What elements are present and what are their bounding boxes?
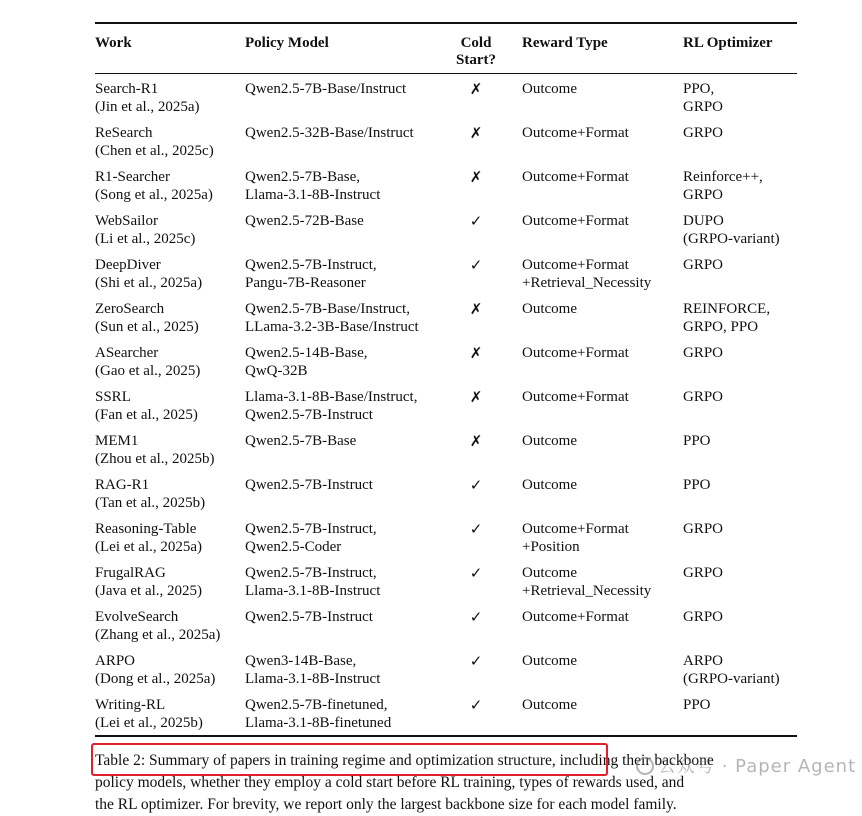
cell-work-line: ZeroSearch bbox=[95, 301, 165, 317]
cell-reward-type-line: Outcome bbox=[522, 433, 577, 449]
table-row bbox=[95, 256, 797, 300]
cross-icon: ✗ bbox=[469, 388, 483, 406]
cell-reward-type bbox=[522, 696, 577, 714]
cell-rl-optimizer bbox=[683, 124, 723, 142]
cell-policy-model bbox=[245, 80, 406, 98]
cell-work-line: (Lei et al., 2025a) bbox=[95, 539, 203, 555]
cell-cold-start bbox=[453, 608, 499, 626]
check-icon: ✓ bbox=[469, 212, 483, 230]
cell-policy-model bbox=[245, 432, 356, 450]
cell-rl-optimizer bbox=[683, 168, 763, 204]
cross-icon: ✗ bbox=[469, 432, 483, 450]
wechat-icon bbox=[636, 757, 654, 775]
table-row bbox=[95, 432, 797, 476]
cell-work-line: WebSailor bbox=[95, 213, 158, 229]
cell-policy-model bbox=[245, 300, 419, 336]
cell-rl-optimizer-line: ARPO bbox=[683, 653, 724, 669]
cell-work-line: DeepDiver bbox=[95, 257, 161, 273]
cell-policy-model bbox=[245, 388, 417, 424]
cell-work-line: (Jin et al., 2025a) bbox=[95, 99, 200, 115]
cell-rl-optimizer-line: GRPO bbox=[683, 521, 724, 537]
cell-work bbox=[95, 696, 203, 732]
table-body bbox=[95, 80, 797, 740]
cell-policy-model bbox=[245, 520, 377, 556]
cell-rl-optimizer bbox=[683, 344, 723, 362]
table-row bbox=[95, 388, 797, 432]
table-row bbox=[95, 520, 797, 564]
cell-reward-type-line: Outcome+Format bbox=[522, 213, 629, 229]
cell-rl-optimizer bbox=[683, 652, 780, 688]
table-row bbox=[95, 80, 797, 124]
cell-policy-model-line: Qwen2.5-7B-Instruct bbox=[245, 477, 373, 493]
cell-work bbox=[95, 256, 202, 292]
cell-rl-optimizer-line: GRPO bbox=[683, 345, 724, 361]
cell-reward-type-line: Outcome+Format bbox=[522, 125, 629, 141]
cell-rl-optimizer bbox=[683, 520, 723, 538]
cell-policy-model-line: Qwen2.5-72B-Base bbox=[245, 213, 364, 229]
cell-rl-optimizer-line: GRPO bbox=[683, 389, 724, 405]
cell-policy-model-line: Llama-3.1-8B-Instruct bbox=[245, 671, 381, 687]
cell-work-line: (Gao et al., 2025) bbox=[95, 363, 201, 379]
cell-reward-type bbox=[522, 124, 629, 142]
table-mid-rule bbox=[95, 73, 797, 74]
cell-rl-optimizer-line: PPO bbox=[683, 433, 711, 449]
cell-rl-optimizer bbox=[683, 476, 711, 494]
header-policy-model: Policy Model bbox=[245, 35, 329, 51]
cell-work-line: (Sun et al., 2025) bbox=[95, 319, 199, 335]
cell-reward-type-line: +Retrieval_Necessity bbox=[522, 583, 652, 599]
cell-work-line: Writing-RL bbox=[95, 697, 166, 713]
cell-reward-type-line: Outcome bbox=[522, 565, 577, 581]
cell-rl-optimizer bbox=[683, 256, 723, 274]
header-cold-start bbox=[453, 35, 499, 69]
cell-rl-optimizer bbox=[683, 564, 723, 582]
cell-work-line: (Tan et al., 2025b) bbox=[95, 495, 206, 511]
watermark-text: 公众号 · Paper Agent bbox=[658, 756, 857, 777]
cell-policy-model-line: Qwen2.5-Coder bbox=[245, 539, 342, 555]
cell-work bbox=[95, 212, 195, 248]
cell-policy-model bbox=[245, 476, 373, 494]
cell-work-line: SSRL bbox=[95, 389, 131, 405]
cell-work bbox=[95, 652, 215, 688]
cell-cold-start bbox=[453, 344, 499, 362]
table-row bbox=[95, 124, 797, 168]
cell-work bbox=[95, 80, 200, 116]
cell-reward-type-line: Outcome bbox=[522, 653, 577, 669]
cell-rl-optimizer bbox=[683, 432, 711, 450]
cell-reward-type-line: Outcome bbox=[522, 301, 577, 317]
cell-policy-model bbox=[245, 696, 391, 732]
caption-line-1: Table 2: Summary of papers in training regime and optimization structure, including their backbone bbox=[95, 752, 714, 769]
table-row bbox=[95, 212, 797, 256]
check-icon: ✓ bbox=[469, 476, 483, 494]
cell-cold-start bbox=[453, 652, 499, 670]
cell-policy-model-line: Qwen2.5-7B-Base, bbox=[245, 169, 360, 185]
cell-reward-type bbox=[522, 256, 651, 292]
cell-cold-start bbox=[453, 80, 499, 98]
cell-policy-model-line: Pangu-7B-Reasoner bbox=[245, 275, 366, 291]
cell-reward-type-line: +Retrieval_Necessity bbox=[522, 275, 652, 291]
check-icon: ✓ bbox=[469, 256, 483, 274]
cell-reward-type bbox=[522, 80, 577, 98]
cell-policy-model-line: Qwen2.5-14B-Base, bbox=[245, 345, 368, 361]
cell-policy-model-line: LLama-3.2-3B-Base/Instruct bbox=[245, 319, 419, 335]
cell-rl-optimizer-line: Reinforce++, bbox=[683, 169, 763, 185]
cell-policy-model bbox=[245, 168, 380, 204]
cell-work bbox=[95, 168, 213, 204]
cell-cold-start bbox=[453, 124, 499, 142]
table-row bbox=[95, 696, 797, 740]
cell-rl-optimizer-line: DUPO bbox=[683, 213, 724, 229]
cell-work-line: (Zhou et al., 2025b) bbox=[95, 451, 215, 467]
cross-icon: ✗ bbox=[469, 168, 483, 186]
cell-reward-type bbox=[522, 212, 629, 230]
table-row bbox=[95, 564, 797, 608]
cell-cold-start bbox=[453, 168, 499, 186]
cell-work-line: (Lei et al., 2025b) bbox=[95, 715, 203, 731]
table-header-row bbox=[95, 35, 797, 71]
check-icon: ✓ bbox=[469, 564, 483, 582]
cell-reward-type bbox=[522, 476, 577, 494]
table-row bbox=[95, 344, 797, 388]
cell-reward-type-line: Outcome bbox=[522, 81, 577, 97]
cell-rl-optimizer-line: GRPO bbox=[683, 257, 724, 273]
cross-icon: ✗ bbox=[469, 300, 483, 318]
cell-work bbox=[95, 608, 220, 644]
cell-reward-type bbox=[522, 168, 629, 186]
table-row bbox=[95, 652, 797, 696]
cell-work bbox=[95, 300, 199, 336]
table-top-rule bbox=[95, 22, 797, 24]
cell-work-line: RAG-R1 bbox=[95, 477, 150, 493]
check-icon: ✓ bbox=[469, 608, 483, 626]
table-row bbox=[95, 476, 797, 520]
header-cold-start-line1: Cold bbox=[460, 35, 492, 51]
cross-icon: ✗ bbox=[469, 124, 483, 142]
cell-work-line: (Java et al., 2025) bbox=[95, 583, 203, 599]
cell-policy-model-line: Qwen2.5-7B-Instruct, bbox=[245, 257, 377, 273]
header-rl-optimizer: RL Optimizer bbox=[683, 35, 773, 51]
cell-work bbox=[95, 344, 200, 380]
cell-policy-model-line: Qwen2.5-7B-finetuned, bbox=[245, 697, 388, 713]
cell-work-line: (Li et al., 2025c) bbox=[95, 231, 196, 247]
cell-work-line: ReSearch bbox=[95, 125, 153, 141]
cell-rl-optimizer-line: REINFORCE, bbox=[683, 301, 771, 317]
cell-work bbox=[95, 124, 214, 160]
cell-reward-type-line: Outcome+Format bbox=[522, 389, 629, 405]
cell-reward-type bbox=[522, 300, 577, 318]
cell-policy-model bbox=[245, 608, 373, 626]
cell-cold-start bbox=[453, 564, 499, 582]
header-reward-type: Reward Type bbox=[522, 35, 608, 51]
cell-policy-model-line: Llama-3.1-8B-finetuned bbox=[245, 715, 392, 731]
cell-policy-model bbox=[245, 256, 377, 292]
cell-policy-model-line: Llama-3.1-8B-Instruct bbox=[245, 583, 381, 599]
header-cold-start-line2: Start? bbox=[456, 52, 496, 68]
cell-reward-type-line: +Position bbox=[522, 539, 580, 555]
cell-reward-type bbox=[522, 520, 629, 556]
cell-rl-optimizer-line: GRPO bbox=[683, 187, 724, 203]
cell-reward-type-line: Outcome+Format bbox=[522, 257, 629, 273]
cell-work bbox=[95, 388, 198, 424]
cell-rl-optimizer bbox=[683, 212, 780, 248]
cell-work-line: ARPO bbox=[95, 653, 136, 669]
cell-policy-model-line: Qwen3-14B-Base, bbox=[245, 653, 357, 669]
cell-rl-optimizer bbox=[683, 608, 723, 626]
cell-reward-type-line: Outcome+Format bbox=[522, 609, 629, 625]
caption-highlight-box bbox=[91, 743, 608, 776]
header-work: Work bbox=[95, 35, 132, 51]
cell-work bbox=[95, 476, 205, 512]
cell-policy-model-line: Qwen2.5-7B-Base/Instruct, bbox=[245, 301, 410, 317]
cell-work bbox=[95, 520, 202, 556]
cell-work-line: Search-R1 bbox=[95, 81, 159, 97]
cell-rl-optimizer-line: PPO bbox=[683, 697, 711, 713]
cell-rl-optimizer-line: (GRPO-variant) bbox=[683, 671, 780, 687]
watermark bbox=[636, 752, 856, 778]
cell-work-line: EvolveSearch bbox=[95, 609, 179, 625]
table-row bbox=[95, 608, 797, 652]
cell-rl-optimizer-line: PPO bbox=[683, 477, 711, 493]
cell-reward-type-line: Outcome+Format bbox=[522, 345, 629, 361]
cell-cold-start bbox=[453, 432, 499, 450]
cell-rl-optimizer-line: PPO, bbox=[683, 81, 715, 97]
cell-rl-optimizer-line: GRPO bbox=[683, 99, 724, 115]
cell-rl-optimizer-line: GRPO bbox=[683, 565, 724, 581]
cell-policy-model-line: Qwen2.5-7B-Base bbox=[245, 433, 357, 449]
cell-rl-optimizer bbox=[683, 388, 723, 406]
cell-rl-optimizer bbox=[683, 696, 711, 714]
cell-cold-start bbox=[453, 696, 499, 714]
table-row bbox=[95, 300, 797, 344]
cell-policy-model bbox=[245, 212, 364, 230]
caption-line-3: the RL optimizer. For brevity, we report only the largest backbone size for each model family. bbox=[95, 796, 677, 813]
cell-reward-type-line: Outcome+Format bbox=[522, 521, 629, 537]
cross-icon: ✗ bbox=[469, 344, 483, 362]
table-bottom-rule bbox=[95, 735, 797, 737]
cell-cold-start bbox=[453, 300, 499, 318]
cell-rl-optimizer bbox=[683, 80, 723, 116]
cell-work bbox=[95, 432, 215, 468]
cell-policy-model-line: Qwen2.5-7B-Instruct bbox=[245, 609, 373, 625]
cell-work bbox=[95, 564, 202, 600]
cell-reward-type-line: Outcome bbox=[522, 477, 577, 493]
cell-work-line: (Song et al., 2025a) bbox=[95, 187, 213, 203]
cell-work-line: ASearcher bbox=[95, 345, 159, 361]
cell-reward-type bbox=[522, 608, 629, 626]
cell-policy-model-line: Qwen2.5-7B-Instruct bbox=[245, 407, 373, 423]
cell-work-line: (Dong et al., 2025a) bbox=[95, 671, 216, 687]
cell-policy-model-line: Qwen2.5-7B-Instruct, bbox=[245, 565, 377, 581]
cell-cold-start bbox=[453, 520, 499, 538]
cell-policy-model bbox=[245, 124, 414, 142]
cell-work-line: MEM1 bbox=[95, 433, 139, 449]
cell-policy-model-line: Qwen2.5-7B-Instruct, bbox=[245, 521, 377, 537]
cell-cold-start bbox=[453, 256, 499, 274]
cell-work-line: (Chen et al., 2025c) bbox=[95, 143, 214, 159]
cell-policy-model-line: Llama-3.1-8B-Instruct bbox=[245, 187, 381, 203]
cell-policy-model-line: Qwen2.5-7B-Base/Instruct bbox=[245, 81, 407, 97]
cell-reward-type bbox=[522, 344, 629, 362]
cell-reward-type-line: Outcome+Format bbox=[522, 169, 629, 185]
cell-reward-type bbox=[522, 652, 577, 670]
cell-rl-optimizer-line: GRPO bbox=[683, 125, 724, 141]
cell-cold-start bbox=[453, 388, 499, 406]
check-icon: ✓ bbox=[469, 696, 483, 714]
cell-rl-optimizer-line: GRPO, PPO bbox=[683, 319, 759, 335]
cell-policy-model-line: Llama-3.1-8B-Base/Instruct, bbox=[245, 389, 418, 405]
cell-reward-type bbox=[522, 432, 577, 450]
check-icon: ✓ bbox=[469, 652, 483, 670]
cell-work-line: FrugalRAG bbox=[95, 565, 166, 581]
cell-rl-optimizer-line: GRPO bbox=[683, 609, 724, 625]
cell-reward-type-line: Outcome bbox=[522, 697, 577, 713]
cell-reward-type bbox=[522, 564, 651, 600]
cell-reward-type bbox=[522, 388, 629, 406]
cell-policy-model-line: QwQ-32B bbox=[245, 363, 308, 379]
check-icon: ✓ bbox=[469, 520, 483, 538]
cell-cold-start bbox=[453, 212, 499, 230]
cell-policy-model bbox=[245, 564, 380, 600]
cell-rl-optimizer-line: (GRPO-variant) bbox=[683, 231, 780, 247]
cell-work-line: R1-Searcher bbox=[95, 169, 170, 185]
cell-work-line: Reasoning-Table bbox=[95, 521, 197, 537]
cell-cold-start bbox=[453, 476, 499, 494]
cell-work-line: (Shi et al., 2025a) bbox=[95, 275, 203, 291]
cell-policy-model bbox=[245, 344, 367, 380]
cell-work-line: (Fan et al., 2025) bbox=[95, 407, 198, 423]
cell-rl-optimizer bbox=[683, 300, 770, 336]
cell-policy-model-line: Qwen2.5-32B-Base/Instruct bbox=[245, 125, 414, 141]
caption-line-2: policy models, whether they employ a cold start before RL training, types of rewards used, and bbox=[95, 774, 685, 791]
cross-icon: ✗ bbox=[469, 80, 483, 98]
cell-policy-model bbox=[245, 652, 380, 688]
cell-work-line: (Zhang et al., 2025a) bbox=[95, 627, 221, 643]
table-row bbox=[95, 168, 797, 212]
